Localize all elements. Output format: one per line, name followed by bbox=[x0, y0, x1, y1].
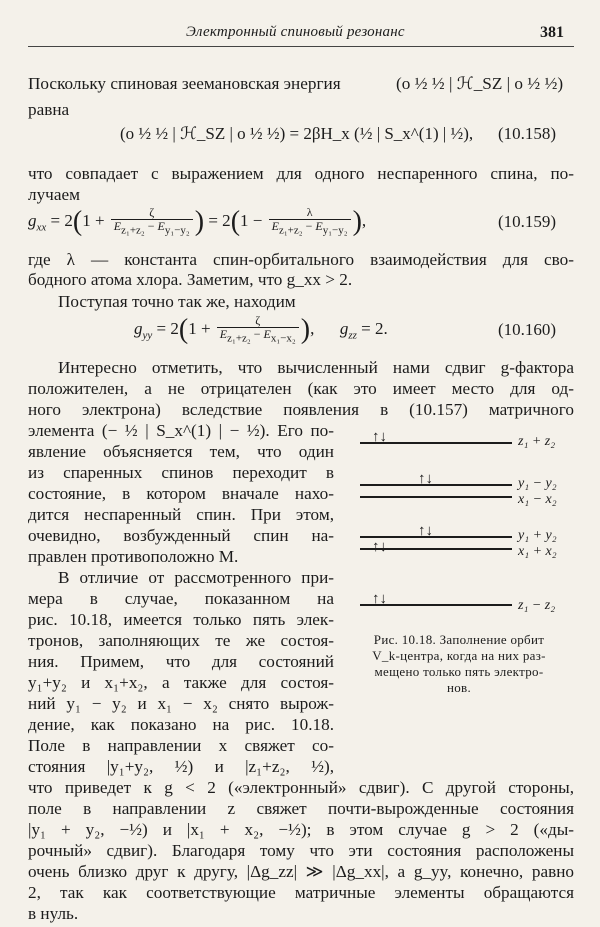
text-line: тронов, заполняющих те же состоя- bbox=[28, 631, 334, 650]
text-line: мера в случае, показанном на bbox=[28, 589, 334, 608]
text-line: рис. 10.18, имеется только пять элек- bbox=[28, 610, 334, 629]
equation-number: (10.159) bbox=[498, 212, 557, 231]
page-header bbox=[0, 0, 600, 44]
level-label: z₁ + z₂ bbox=[518, 434, 556, 449]
equation-10-160: $g_{yy} = 2(1$ + $\frac{\zeta}{E_{z_1+z_2} - E_{x_1-x_2}}$ ), $g_{zz} = 2$. bbox=[134, 313, 388, 345]
text-line: ного электрона) вследствие появления в (10.157) матричного bbox=[28, 400, 574, 419]
equation-10-158: (o ½ ½ | ℋ_SZ | o ½ ½) = 2βH_x (½ | S_x^(1) | ½), bbox=[120, 124, 474, 143]
text-line: 2, так как соответствующие матричные элементы обращаются bbox=[28, 883, 574, 902]
equation-number: (10.160) bbox=[498, 320, 557, 339]
text-line: бодного атома хлора. Заметим, что g_xx > 2. bbox=[28, 270, 353, 289]
caption-line: Рис. 10.18. Заполнение орбит bbox=[373, 632, 545, 647]
text-line: |y₁ + y₂, −½) и |x₁ + x₂, −½); в этом случае g > 2 («ды- bbox=[28, 820, 574, 839]
orbital-diagram-figure bbox=[340, 420, 580, 640]
text-line: стояния |y₁+y₂, ½) и |z₁+z₂, ½), bbox=[28, 757, 334, 776]
energy-level bbox=[360, 484, 512, 486]
running-title: Электронный спиновый резонанс bbox=[186, 24, 405, 40]
spin-pair-icon: ↑↓ bbox=[372, 539, 387, 555]
energy-level bbox=[360, 536, 512, 538]
text-line: что приведет к g < 2 («электронный» сдвиг). С другой стороны, bbox=[28, 778, 574, 797]
spin-pair-icon: ↑↓ bbox=[418, 471, 433, 487]
text-line: правлен противоположно M. bbox=[28, 547, 239, 566]
text-line: рочный» сдвиг). Благодаря тому что эти состояния расположены bbox=[28, 841, 574, 860]
text-line: в нуль. bbox=[28, 904, 79, 923]
text-line: из спаренных спинов переходит в bbox=[28, 463, 334, 482]
text-line: ния. Примем, что для состояний bbox=[28, 652, 334, 671]
text-line: равна bbox=[28, 100, 70, 119]
text-line: ний y₁ − y₂ и x₁ − x₂ снято вырож- bbox=[28, 694, 334, 713]
equation-10-159: $g_{xx} = 2(1$ + $\frac{\zeta}{E_{z_1+z_2} - E_{y_1-y_2}}$ ) = 2(1 − $\frac{\lambda}{E_{z_1+z_2} - E_{y_1-y_2}}$ ), bbox=[28, 205, 367, 237]
text-line: y₁+y₂ и x₁+x₂, а также для состоя- bbox=[28, 673, 334, 692]
text-line: Поступая точно так же, находим bbox=[58, 292, 296, 311]
text-line: состояние, в котором вначале нахо- bbox=[28, 484, 334, 503]
text-line: что совпадает с выражением для одного неспаренного спина, по- bbox=[28, 164, 574, 183]
text-line: Поскольку спиновая зеемановская энергия bbox=[28, 74, 341, 93]
text-line: Поле в направлении x свяжет со- bbox=[28, 736, 334, 755]
equation-number: (10.158) bbox=[498, 124, 557, 143]
text-line: очень близко друг к другу, |Δg_zz| ≫ |Δg_xx|, а g_yy, конечно, равно bbox=[28, 862, 574, 881]
text-line: дится неспаренный спин. При этом, bbox=[28, 505, 334, 524]
header-rule bbox=[28, 46, 574, 47]
level-label: y₁ + y₂ bbox=[518, 528, 557, 543]
caption-line: V_k-центра, когда на них раз- bbox=[372, 648, 546, 663]
text-line: Интересно отметить, что вычисленный нами сдвиг g-фактора bbox=[58, 358, 574, 377]
level-label: x₁ − x₂ bbox=[518, 492, 557, 507]
page-number: 381 bbox=[540, 24, 564, 41]
text-line: положителен, а не отрицателен (как это имеет место для од- bbox=[28, 379, 574, 398]
level-label: x₁ + x₂ bbox=[518, 544, 557, 559]
level-label: y₁ − y₂ bbox=[518, 476, 557, 491]
spin-pair-icon: ↑↓ bbox=[372, 429, 387, 445]
energy-level bbox=[360, 496, 512, 498]
spin-pair-icon: ↑↓ bbox=[372, 591, 387, 607]
level-label: z₁ − z₂ bbox=[518, 598, 556, 613]
spin-pair-icon: ↑↓ bbox=[418, 523, 433, 539]
caption-line: нов. bbox=[446, 680, 472, 695]
text-line: лучаем bbox=[28, 185, 80, 204]
text-line: очевидно, возбужденный спин на- bbox=[28, 526, 334, 545]
text-line: дение, как показано на рис. 10.18. bbox=[28, 715, 334, 734]
text-line: элемента (− ½ | S_x^(1) | − ½). Его по- bbox=[28, 421, 334, 440]
figure-caption bbox=[342, 632, 576, 696]
caption-line: мещено только пять электро- bbox=[374, 664, 544, 679]
text-line: где λ — константа спин-орбитального взаимодействия для сво- bbox=[28, 250, 574, 269]
inline-formula: (o ½ ½ | ℋ_SZ | o ½ ½) bbox=[396, 74, 564, 93]
text-line: поле в направлении z свяжет почти-вырожденные состояния bbox=[28, 799, 574, 818]
text-line: В отличие от рассмотренного при- bbox=[58, 568, 334, 587]
text-line: явление объясняется тем, что один bbox=[28, 442, 334, 461]
